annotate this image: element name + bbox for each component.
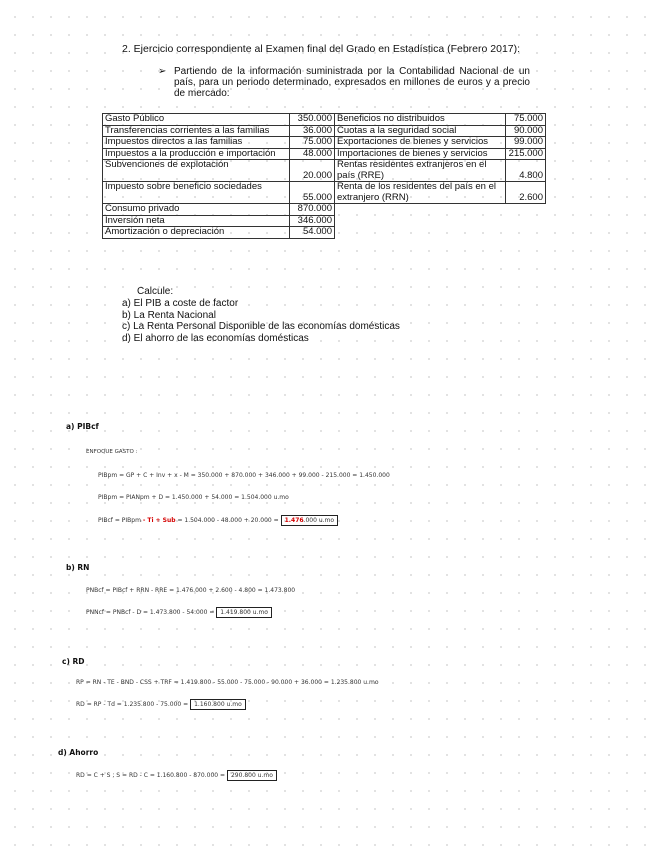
right-value-cell: 75.000 bbox=[506, 114, 546, 126]
minus-ti: - Ti bbox=[142, 517, 154, 524]
empty-cell bbox=[506, 227, 546, 239]
section-b-heading: b) RN bbox=[66, 563, 90, 572]
pibcf-highlight: 1.476 bbox=[284, 517, 304, 524]
right-value-cell: 4.800 bbox=[506, 160, 546, 182]
arrow-bullet-icon: ➢ bbox=[158, 66, 167, 77]
ahorro-formula: RD = C + S ; S = RD - C = 1.160.800 - 870.000 = bbox=[76, 772, 226, 779]
section-a-line2: PIBpm = PIANpm + D = 1.450.000 + 54.000 = 1.504.000 u.mo bbox=[98, 494, 289, 501]
left-value-cell: 870.000 bbox=[290, 204, 335, 216]
pibcf-rhs: = 1.504.000 - 48.000 + 20.000 = bbox=[177, 517, 279, 524]
left-label-cell: Consumo privado bbox=[103, 204, 290, 216]
data-table bbox=[102, 113, 546, 239]
right-label-cell: Rentas residentes extranjeros en el país (RRE) bbox=[335, 160, 506, 182]
question-item: b) La Renta Nacional bbox=[122, 309, 216, 321]
table-row bbox=[103, 227, 546, 239]
empty-cell bbox=[506, 215, 546, 227]
plus-sub: + Sub bbox=[155, 517, 176, 524]
empty-cell bbox=[506, 204, 546, 216]
left-value-cell: 48.000 bbox=[290, 148, 335, 160]
table-row bbox=[103, 215, 546, 227]
rd-result-box: 1.160.800 u.mo bbox=[190, 699, 246, 710]
left-label-cell: Impuestos a la producción e importación bbox=[103, 148, 290, 160]
intro-text: Partiendo de la información suministrada por la Contabilidad Nacional de un país, para un periodo determinado, expresados en millones de euros y a precio de mercado: bbox=[174, 66, 530, 99]
section-c-line1: RP = RN - TE - BND - CSS + TRF = 1.419.800 - 55.000 - 75.000 - 90.000 + 36.000 = 1.235.800 u.mo bbox=[76, 679, 379, 686]
right-value-cell: 90.000 bbox=[506, 125, 546, 137]
question-item: a) El PIB a coste de factor bbox=[122, 298, 239, 309]
right-value-cell: 99.000 bbox=[506, 137, 546, 149]
left-value-cell: 350.000 bbox=[290, 114, 335, 126]
section-c-line2 bbox=[76, 701, 246, 708]
left-label-cell: Transferencias corrientes a las familias bbox=[103, 125, 290, 137]
left-label-cell: Amortización o depreciación bbox=[103, 227, 290, 239]
right-value-cell: 215.000 bbox=[506, 148, 546, 160]
table-row bbox=[103, 148, 546, 160]
left-value-cell: 36.000 bbox=[290, 125, 335, 137]
table-row bbox=[103, 114, 546, 126]
problem-intro bbox=[158, 66, 530, 99]
left-value-cell: 54.000 bbox=[290, 227, 335, 239]
rd-formula: RD = RP - Td = 1.235.800 - 75.000 = bbox=[76, 701, 189, 708]
section-a-subheading: ENFOQUE GASTO : bbox=[86, 449, 138, 455]
right-value-cell: 2.600 bbox=[506, 182, 546, 204]
section-c-heading: c) RD bbox=[62, 657, 85, 666]
pibcf-result-box bbox=[281, 515, 338, 526]
question-item: c) La Renta Personal Disponible de las economías domésticas bbox=[122, 321, 400, 333]
left-value-cell: 55.000 bbox=[290, 182, 335, 204]
calcule-label: Calcule: bbox=[137, 286, 174, 297]
table-row bbox=[103, 125, 546, 137]
table-row bbox=[103, 137, 546, 149]
question-item: d) El ahorro de las economías domésticas bbox=[122, 333, 309, 345]
section-b-line2 bbox=[86, 609, 272, 616]
right-label-cell: Importaciones de bienes y servicios bbox=[335, 148, 506, 160]
left-label-cell: Impuestos directos a las familias bbox=[103, 137, 290, 149]
section-a-heading: a) PIBcf bbox=[66, 422, 99, 431]
left-label-cell: Inversión neta bbox=[103, 215, 290, 227]
table-row bbox=[103, 160, 546, 182]
rn-formula: PNNcf = PNBcf - D = 1.473.800 - 54.000 = bbox=[86, 609, 215, 616]
left-value-cell: 20.000 bbox=[290, 160, 335, 182]
empty-cell bbox=[335, 215, 506, 227]
left-label-cell: Impuesto sobre beneficio sociedades bbox=[103, 182, 290, 204]
left-label-cell: Subvenciones de explotación bbox=[103, 160, 290, 182]
left-value-cell: 346.000 bbox=[290, 215, 335, 227]
table-row bbox=[103, 182, 546, 204]
right-label-cell: Beneficios no distribuidos bbox=[335, 114, 506, 126]
section-d-heading: d) Ahorro bbox=[58, 748, 99, 757]
right-label-cell: Exportaciones de bienes y servicios bbox=[335, 137, 506, 149]
rn-result-box: 1.419.800 u.mo bbox=[216, 607, 272, 618]
section-d-line1 bbox=[76, 772, 277, 779]
question-list bbox=[122, 298, 400, 345]
ahorro-result-box: 290.800 u.mo bbox=[227, 770, 277, 781]
empty-cell bbox=[335, 227, 506, 239]
right-label-cell: Renta de los residentes del país en el extranjero (RRN) bbox=[335, 182, 506, 204]
pibcf-result-rest: .000 u.mo bbox=[303, 517, 335, 524]
table-row bbox=[103, 204, 546, 216]
problem-title: 2. Ejercicio correspondiente al Examen final del Grado en Estadística (Febrero 2017): bbox=[122, 43, 521, 55]
section-b-line1: PNBcf = PIBcf + RRN - RRE = 1.476.000 + 2.600 - 4.800 = 1.473.800 bbox=[86, 587, 296, 594]
empty-cell bbox=[335, 204, 506, 216]
section-a-line3 bbox=[98, 517, 338, 524]
right-label-cell: Cuotas a la seguridad social bbox=[335, 125, 506, 137]
left-value-cell: 75.000 bbox=[290, 137, 335, 149]
pibcf-lhs: PIBcf = PIBpm bbox=[98, 517, 141, 524]
section-a-line1: PIBpm = GP + C + Inv + x - M = 350.000 + 870.000 + 346.000 + 99.000 - 215.000 = 1.450.000 bbox=[98, 472, 390, 479]
left-label-cell: Gasto Público bbox=[103, 114, 290, 126]
